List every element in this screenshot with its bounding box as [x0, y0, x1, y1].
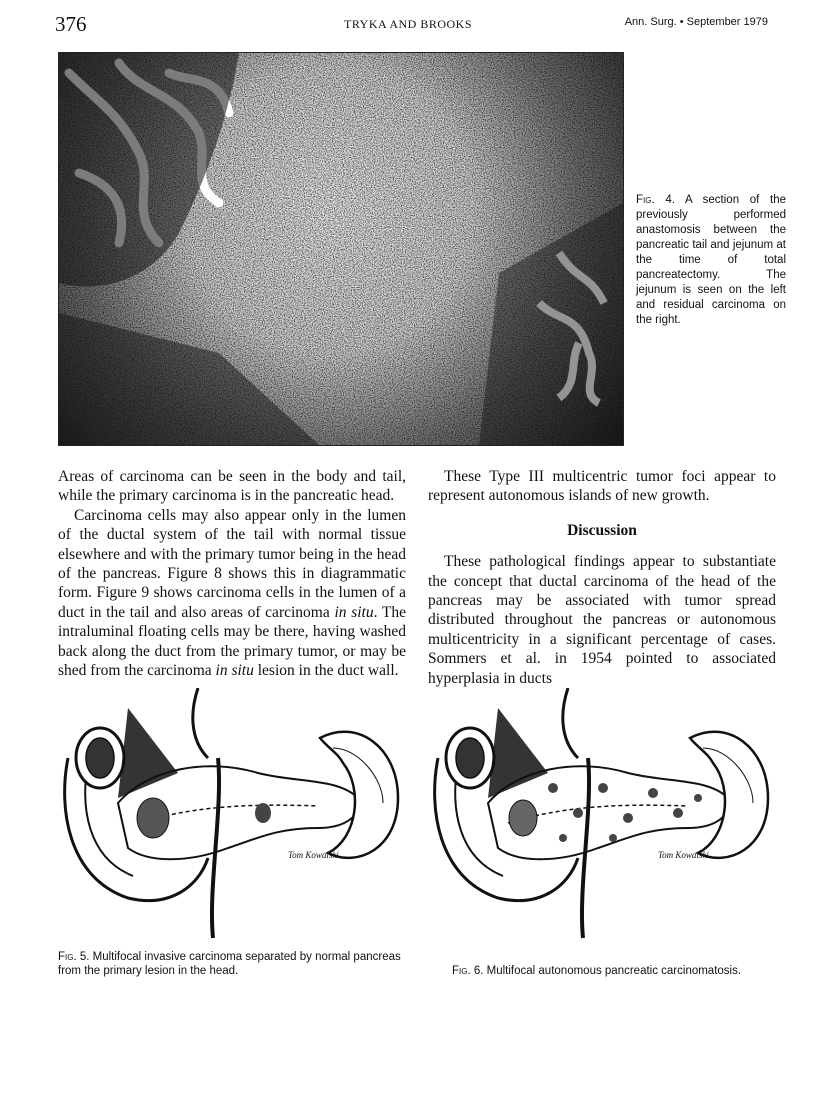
in-situ-term: in situ: [334, 603, 374, 621]
right-paragraph-1: These Type III multicentric tumor foci appear to represent autonomous islands of new growth.: [428, 468, 776, 505]
left-paragraph-2-part-c: lesion in the duct wall.: [253, 662, 399, 680]
figure-6-illustration: [428, 688, 776, 948]
page-number: 376: [55, 12, 87, 36]
figure-6-caption: [452, 964, 792, 978]
figure-5-caption: [58, 950, 408, 978]
figure-5-caption-text: Multifocal invasive carcinoma separated by normal pancreas from the primary lesion in the head.: [58, 951, 401, 977]
micrograph-texture: [59, 53, 623, 445]
right-paragraph-2: These pathological findings appear to substantiate the concept that ductal carcinoma of the head of the pancreas may be associated with tumor spread distributed throughout the pancreas or autonomous multicentricity in a significant percentage of cases. Sommers et al. in 1954 pointed to associated hyperplasia in ducts: [428, 553, 776, 687]
tumor-focus: [255, 803, 271, 823]
figure-4-caption-text: A section of the previously performed anastomosis between the pancreatic tail and jejunum at the time of total pancreatectomy. The jejunum is seen on the left and residual carcinoma on the right.: [636, 194, 786, 326]
artist-signature: Tom Kowalski: [288, 850, 339, 860]
running-title: TRYKA AND BROOKS: [343, 17, 473, 31]
figure-5-label: Fig. 5.: [58, 951, 90, 963]
left-paragraph-2-part-a: Carcinoma cells may also appear only in the lumen of the ductal system of the tail with normal tissue elsewhere and with the primary tumor being in the head of the pancreas. Figure 8 shows this in diagrammatic form. Figure 9 shows carcinoma cells in the lumen of a duct in the tail and also areas of carcinoma: [58, 506, 406, 621]
left-paragraph-1: Areas of carcinoma can be seen in the body and tail, while the primary carcinoma is in the pancreatic head.: [58, 468, 406, 505]
figure-6-caption-text: Multifocal autonomous pancreatic carcinomatosis.: [483, 965, 742, 977]
section-heading-discussion: Discussion: [567, 521, 637, 539]
journal-citation: Ann. Surg. • September 1979: [624, 16, 768, 28]
figure-4-caption: [636, 193, 786, 328]
pancreas-drawing-fig5: [58, 688, 406, 948]
left-paragraph-2-part-b: . The intraluminal floating cells may be there, having washed back along the duct from the primary tumor, or may be shed from the carcinoma: [58, 603, 406, 680]
figure-4-micrograph: [58, 52, 624, 446]
pancreas-drawing-fig6: [428, 688, 776, 948]
left-paragraph-2: [58, 506, 406, 681]
left-text-column: [58, 467, 406, 680]
primary-tumor: [137, 798, 169, 838]
vessel: [193, 688, 208, 758]
artist-signature: Tom Kowalski: [658, 850, 709, 860]
figure-4-label: Fig. 4.: [636, 194, 675, 206]
primary-tumor: [509, 800, 537, 836]
figure-5-illustration: [58, 688, 406, 948]
in-situ-term: in situ: [215, 662, 254, 680]
right-text-column: [428, 467, 776, 688]
figure-6-label: Fig. 6.: [452, 965, 484, 977]
vessel: [563, 688, 578, 758]
